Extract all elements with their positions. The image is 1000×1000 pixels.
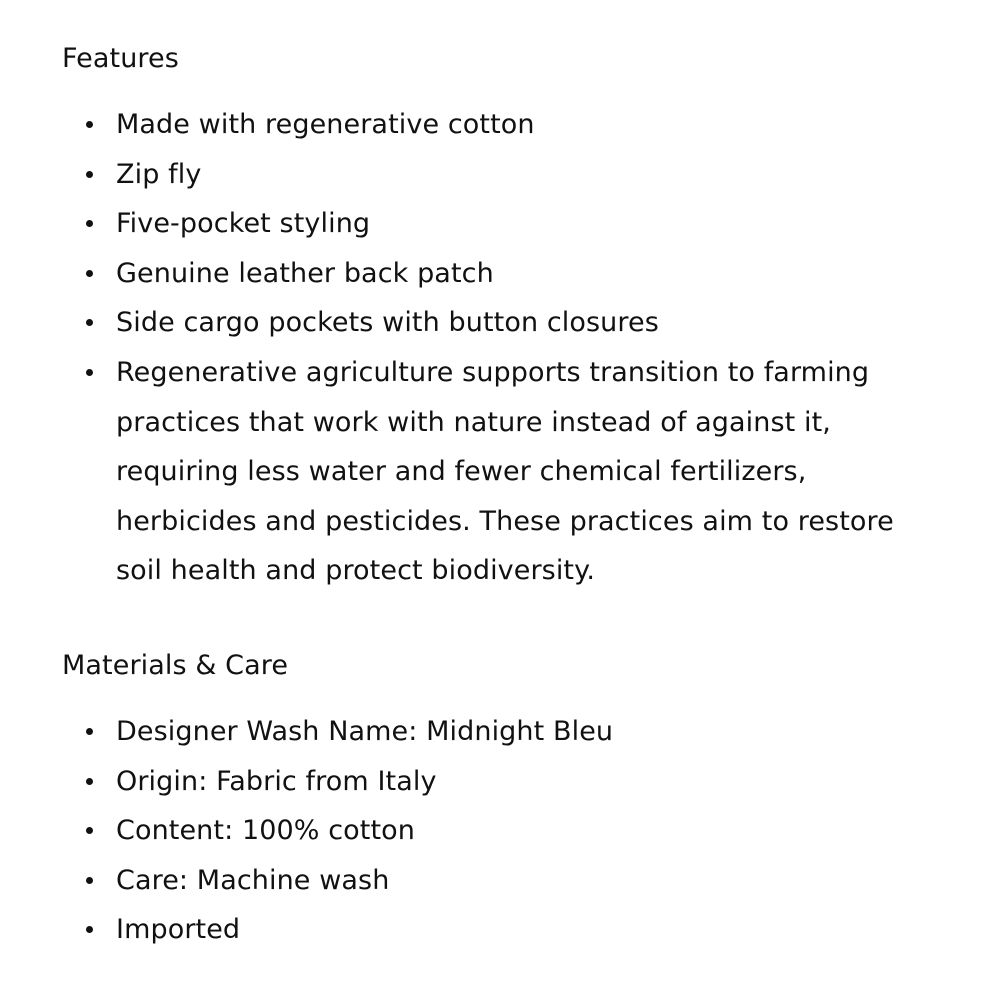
- list-item: [62, 298, 942, 348]
- list-item-text: Content: 100% cotton: [116, 815, 415, 847]
- bullet-icon: [86, 926, 93, 933]
- materials-care-list: [62, 707, 942, 955]
- bullet-icon: [86, 778, 93, 785]
- list-item-text: Origin: Fabric from Italy: [116, 765, 437, 797]
- features-list: [62, 100, 942, 596]
- bullet-icon: [86, 827, 93, 834]
- list-item: [62, 757, 942, 807]
- list-item-text: Five-pocket styling: [116, 208, 371, 240]
- list-item: [62, 806, 942, 856]
- list-item: [62, 199, 942, 249]
- bullet-icon: [86, 171, 93, 178]
- bullet-icon: [86, 121, 93, 128]
- product-details: [62, 40, 942, 955]
- list-item-text: Genuine leather back patch: [116, 257, 494, 289]
- list-item-text: Care: Machine wash: [116, 864, 390, 896]
- bullet-icon: [86, 270, 93, 277]
- materials-care-heading: Materials & Care: [62, 649, 289, 681]
- list-item: [62, 348, 942, 596]
- list-item-text: Zip fly: [116, 158, 202, 190]
- list-item: [62, 150, 942, 200]
- bullet-icon: [86, 319, 93, 326]
- list-item: [62, 249, 942, 299]
- features-heading: Features: [62, 43, 179, 74]
- list-item: [62, 707, 942, 757]
- bullet-icon: [86, 220, 93, 227]
- bullet-icon: [86, 369, 93, 376]
- bullet-icon: [86, 877, 93, 884]
- list-item-text: Made with regenerative cotton: [116, 109, 535, 140]
- bullet-icon: [86, 728, 93, 735]
- section-divider-space: [62, 596, 942, 647]
- list-item-text: Regenerative agriculture supports transition to farming practices that work with nature instead of against it, requiring less water and fewer chemical fertilizers, herbicides and pesticides. These practices aim to restore soil health and protect biodiversity.: [116, 356, 894, 587]
- list-item-text: Imported: [116, 914, 241, 946]
- list-item-text: Designer Wash Name: Midnight Bleu: [116, 715, 614, 747]
- list-item: [62, 856, 942, 906]
- list-item: [62, 905, 942, 955]
- list-item: [62, 100, 942, 150]
- list-item-text: Side cargo pockets with button closures: [116, 307, 659, 339]
